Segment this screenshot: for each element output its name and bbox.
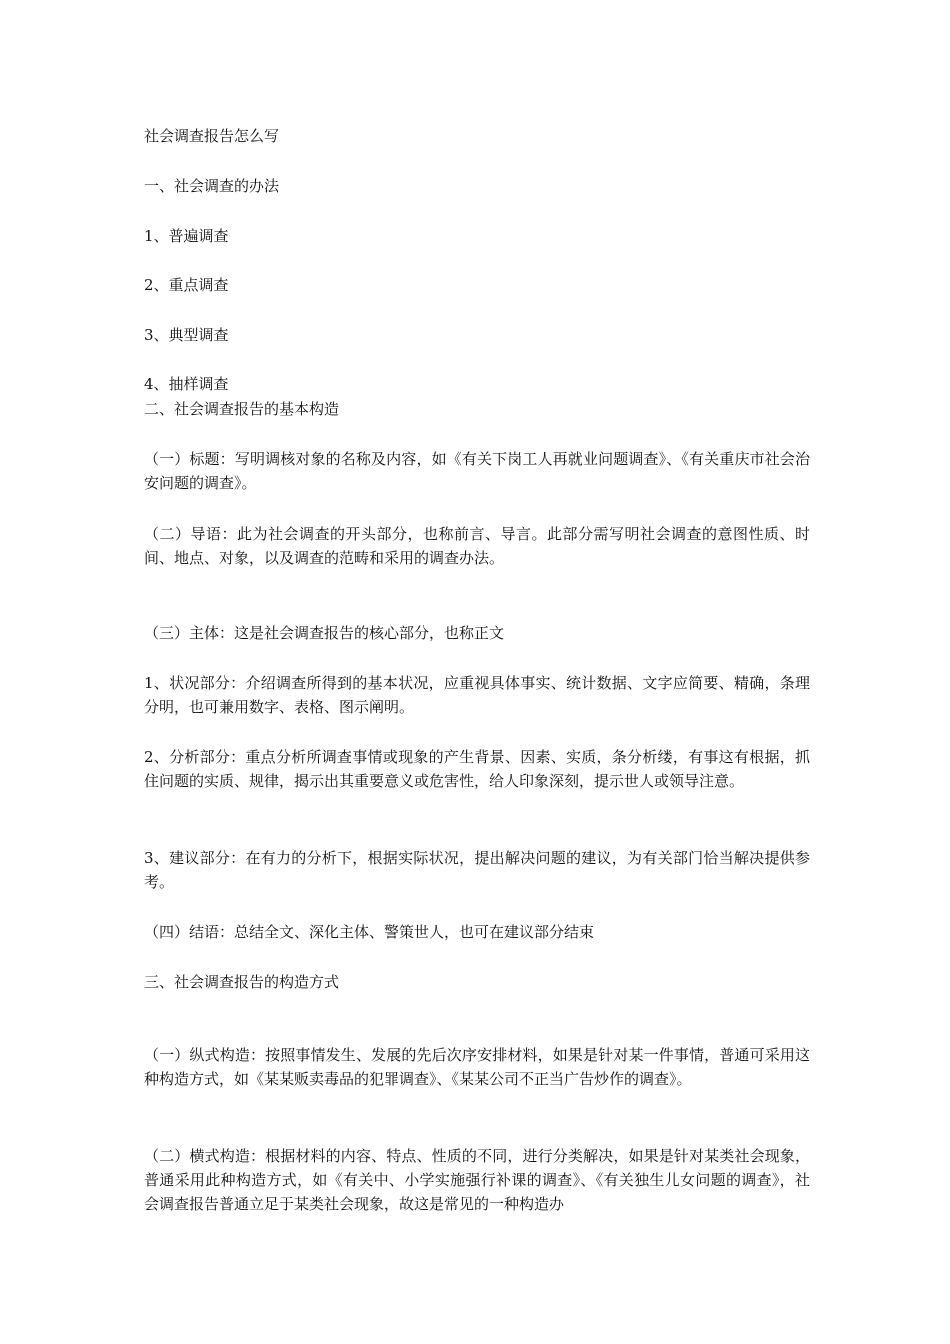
list-item: 3、典型调查 <box>144 326 229 344</box>
paragraph: （二）横式构造：根据材料的内容、特点、性质的不同，进行分类解决，如果是针对某类社会现象，普通采用此种构造方式，如《有关中、小学实施强行补课的调查》、《有关独生儿女问题的调查》，社会调查报告普通立足于某类社会现象，故这是常见的一种构造办 <box>144 1147 810 1213</box>
list-item: 4、抽样调查 <box>144 375 229 393</box>
document-title: 社会调查报告怎么写 <box>144 127 280 145</box>
paragraph: 2、分析部分：重点分析所调查事情或现象的产生背景、因素、实质，条分析缕，有事这有根据，抓住问题的实质、规律，揭示出其重要意义或危害性，给人印象深刻，提示世人或领导注意。 <box>144 748 810 790</box>
paragraph: （一）标题：写明调核对象的名称及内容，如《有关下岗工人再就业问题调查》、《有关重庆市社会治安问题的调查》。 <box>144 450 810 492</box>
list-item: 1、普遍调查 <box>144 227 229 245</box>
list-item: 2、重点调查 <box>144 276 229 294</box>
paragraph: （四）结语：总结全文、深化主体、警策世人，也可在建议部分结束 <box>144 923 595 941</box>
section-heading: 三、社会调查报告的构造方式 <box>144 973 340 991</box>
section-heading: 一、社会调查的办法 <box>144 177 280 195</box>
paragraph: （一）纵式构造：按照事情发生、发展的先后次序安排材料，如果是针对某一件事情，普通可采用这种构造方式，如《某某贩卖毒品的犯罪调查》、《某某公司不正当广告炒作的调查》。 <box>144 1046 810 1088</box>
section-heading: 二、社会调查报告的基本构造 <box>144 400 340 418</box>
paragraph: 3、建议部分：在有力的分析下，根据实际状况，提出解决问题的建议，为有关部门恰当解决提供参考。 <box>144 849 810 891</box>
paragraph: 1、状况部分：介绍调查所得到的基本状况，应重视具体事实、统计数据、文字应简要、精确，条理分明，也可兼用数字、表格、图示阐明。 <box>144 674 810 716</box>
paragraph: （三）主体：这是社会调查报告的核心部分，也称正文 <box>144 624 505 642</box>
paragraph: （二）导语：此为社会调查的开头部分，也称前言、导言。此部分需写明社会调查的意图性质、时间、地点、对象，以及调查的范畴和采用的调查办法。 <box>144 525 810 567</box>
